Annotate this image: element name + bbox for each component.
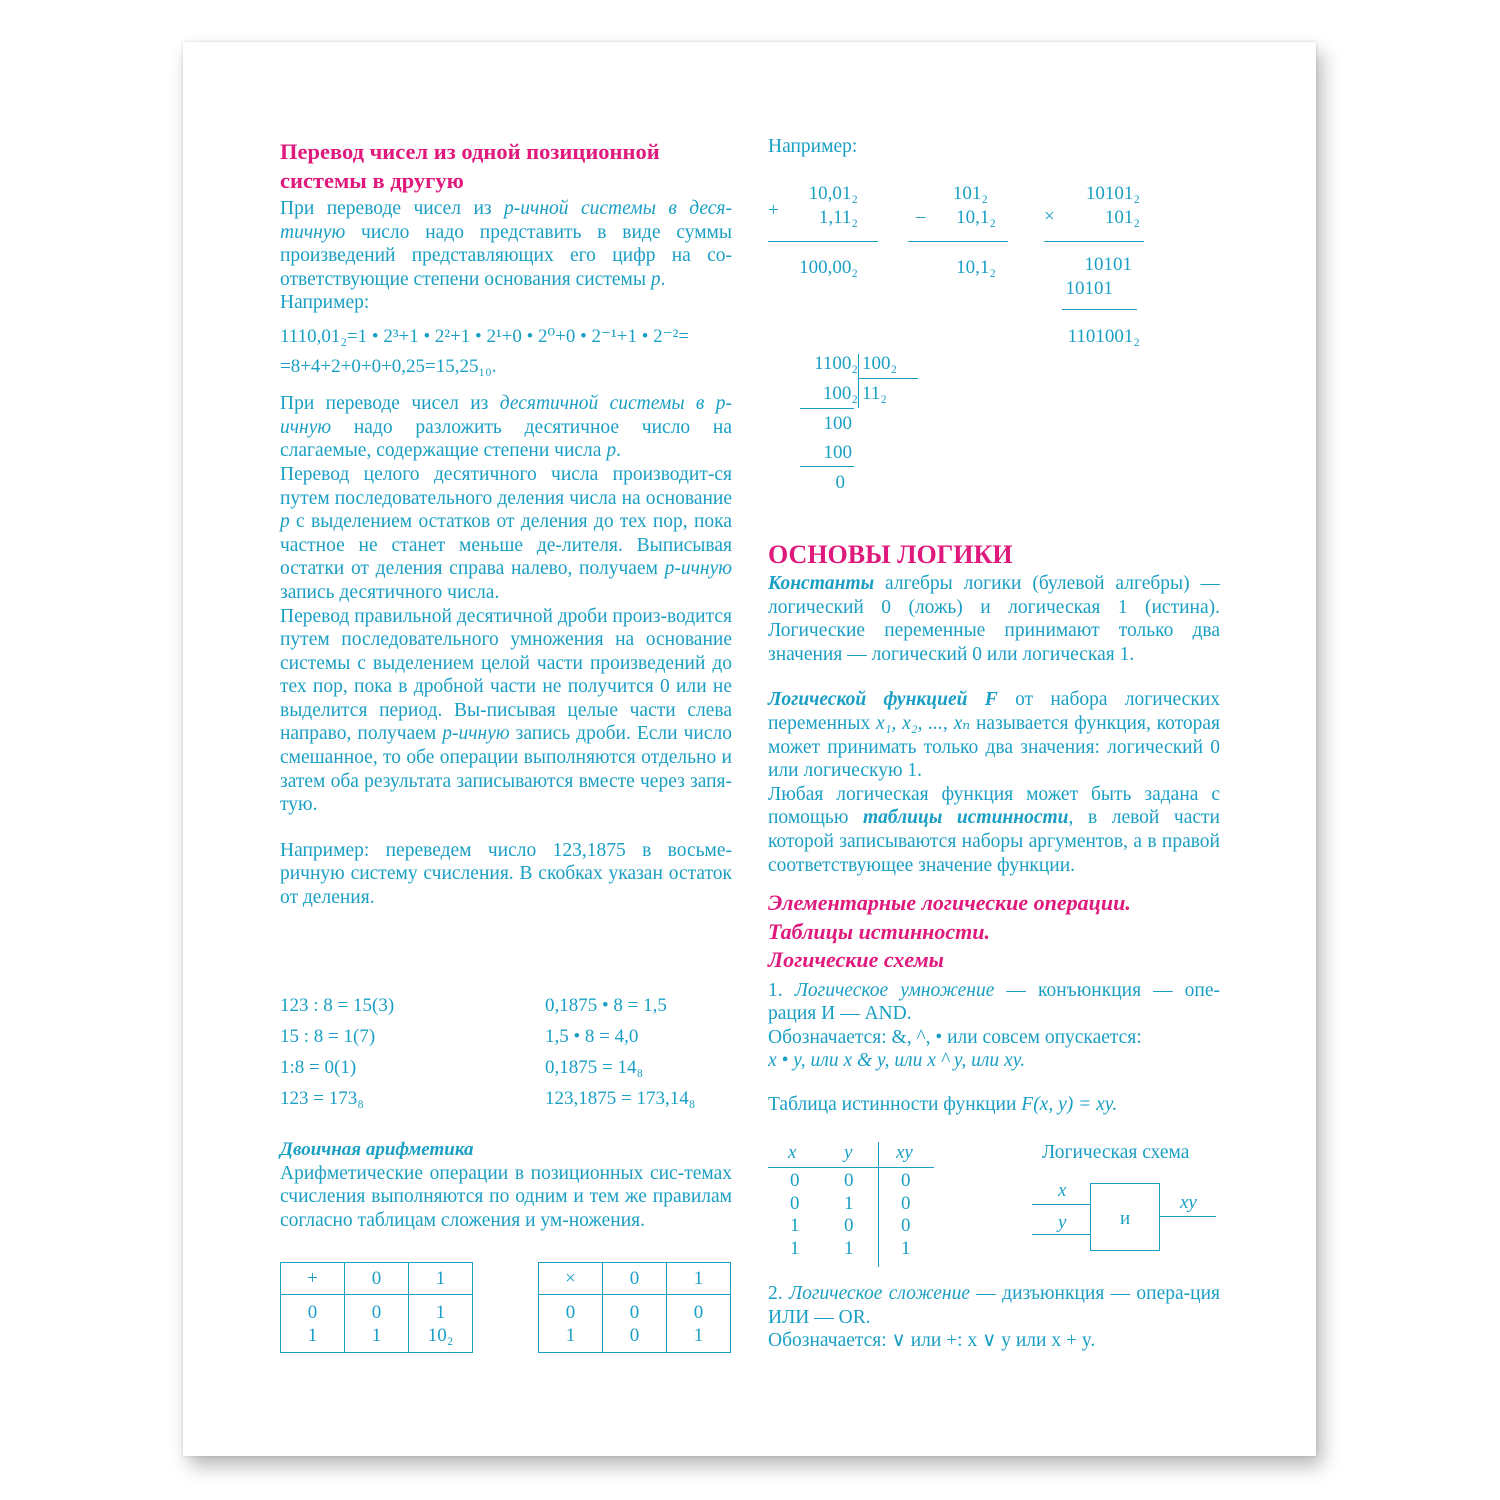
formula-line-1: 1110,01₂=1 • 2³+1 • 2²+1 • 2¹+0 • 2⁰+0 • 2⁻¹+1 • 2⁻²= xyxy=(280,325,690,347)
truth-table-paragraph: Любая логическая функция может быть задана с помощью таблицы истинности, в левой части которой записываются наборы аргументов, а в правой соответствующее значение функции. xyxy=(768,783,1220,876)
and-truth-table: x y xy 0 0 1 1 0 1 0 1 0 0 0 1 xyxy=(768,1142,936,1267)
formula-line-2: =8+4+2+0+0+0,25=15,25₁₀. xyxy=(280,355,497,377)
conv-line: 1,5 • 8 = 4,0 xyxy=(545,1026,639,1047)
paragraph-integer-conversion: Перевод целого десятичного числа производит-ся путем последовательного деления числа на основание p с выделением остатков от деления до тех пор, пока частное не станет меньше де-лителя. Выписывая остатки от деления справа налево, получаем p-ичную запись десятичного числа. xyxy=(280,463,732,603)
conv-line: 0,1875 = 14₈ xyxy=(545,1057,644,1078)
disjunction-section xyxy=(768,1282,1220,1353)
binary-arithmetic xyxy=(280,1138,732,1232)
right-example-label: Например: xyxy=(768,136,858,157)
column-multiplication: × 10101₂ 101₂ 10101 10101 1101001₂ xyxy=(1044,182,1144,352)
left-column xyxy=(280,137,732,910)
conv-line: 123,1875 = 173,14₈ xyxy=(545,1088,696,1109)
truth-table-label: Таблица истинности функции F(x, y) = xy. xyxy=(768,1094,1118,1115)
conv-line: 1:8 = 0(1) xyxy=(280,1057,357,1078)
section-title: Перевод чисел из одной позиционной системы в другую xyxy=(280,139,660,193)
binary-text: Арифметические операции в позиционных сис-темах счисления выполняются по одним и тем же правилам согласно таблицам сложения и ум-ножения. xyxy=(280,1162,732,1231)
disjunction-notation: Обозначается: ∨ или +: x ∨ y или x + y. xyxy=(768,1330,1096,1352)
operations-heading: Элементарные логические операции. Таблицы истинности. Логические схемы xyxy=(768,890,1131,973)
column-addition: + 10,01₂ 1,11₂ 100,00₂ xyxy=(768,182,878,282)
paragraph-fraction-conversion: Перевод правильной десятичной дроби произ-водится путем последовательного умножения на основание системы с выделением целой части произведений до тех пор, пока в дробной части не получится 0 или не выделится период. Вы-писывая целые части слева направо, получаем p-ичную запись дроби. Если число смешанное, то обе операции выполняются отдельно и затем оба результата записываются вместе через запя-тую. xyxy=(280,605,732,816)
conjunction-notation: Обозначается: &, ^, • или совсем опускается: xyxy=(768,1026,1142,1048)
conversion-left xyxy=(280,990,394,1114)
paragraph-p-to-decimal: При переводе чисел из p-ичной системы в деся-тичную число надо представить в виде суммы произведений представляющих его цифр на со-ответствующие степени основания системы p. xyxy=(280,198,732,290)
logic-title: ОСНОВЫ ЛОГИКИ xyxy=(768,540,1013,569)
conjunction-forms: x • y, или x & y, или x ^ y, или xy. xyxy=(768,1050,1026,1072)
scheme-label: Логическая схема xyxy=(1042,1142,1190,1163)
and-gate-scheme: x y и xy xyxy=(1032,1178,1222,1258)
binary-heading: Двоичная арифметика xyxy=(280,1139,474,1160)
conv-line: 0,1875 • 8 = 1,5 xyxy=(545,995,667,1016)
conversion-right xyxy=(545,990,695,1114)
logic-section xyxy=(768,538,1220,1117)
disjunction-paragraph: 2. Логическое сложение — дизъюнкция — опера-ция ИЛИ — OR. xyxy=(768,1283,1221,1328)
conv-line: 123 : 8 = 15(3) xyxy=(280,995,395,1016)
addition-table: + 0 1 0 1 0 1 1 10₂ xyxy=(280,1262,473,1353)
long-division: 1100₂ 100₂ 100₂ 11₂ 100 100 0 xyxy=(790,352,920,502)
constants-paragraph: Константы алгебры логики (булевой алгебры) — логический 0 (ложь) и логическая 1 (истина). Логические переменные принимают только два значения — логический 0 или логическая 1. xyxy=(768,573,1220,665)
paragraph-example-123: Например: переведем число 123,1875 в восьме-ричную систему счисления. В скобках указан остаток от деления. xyxy=(280,839,732,909)
example-label: Например: xyxy=(280,292,370,314)
conjunction-paragraph: 1. Логическое умножение — конъюнкция — опе-рация И — AND. xyxy=(768,979,1221,1025)
multiplication-table: × 0 1 0 1 0 0 0 1 xyxy=(538,1262,731,1353)
column-subtraction: – 101₂ 10,1₂ 10,1₂ xyxy=(908,182,1008,282)
conv-line: 15 : 8 = 1(7) xyxy=(280,1026,376,1047)
logic-function-paragraph: Логической функцией F от набора логических переменных x₁, x₂, ..., xₙ называется функция, которая может принимать только два значения: логический 0 или логическую 1. xyxy=(768,689,1220,782)
conv-line: 123 = 173₈ xyxy=(280,1088,364,1109)
paragraph-decimal-to-p: При переводе чисел из десятичной системы в p-ичную надо разложить десятичное число на слагаемые, содержащие степени числа p. xyxy=(280,393,733,462)
